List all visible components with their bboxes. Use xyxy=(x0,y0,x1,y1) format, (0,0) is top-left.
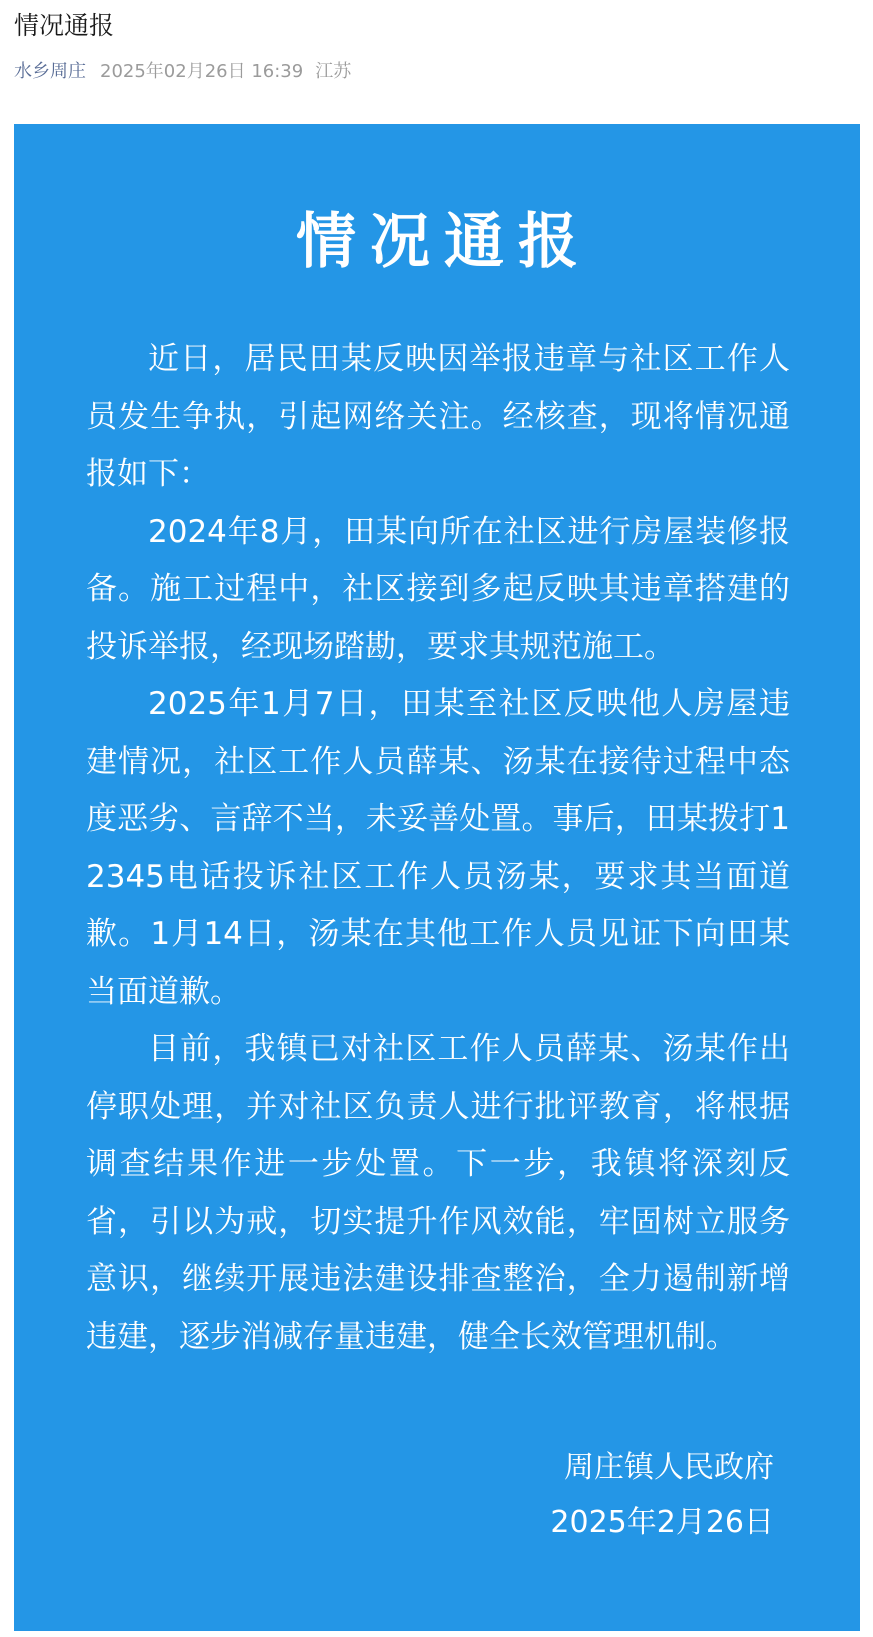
publish-time: 2025年02月26日 16:39 xyxy=(100,61,304,82)
article-title: 情况通报 xyxy=(14,11,115,40)
account-name-link[interactable]: 水乡周庄 xyxy=(14,61,86,82)
notice-heading: 情况通报 xyxy=(296,207,592,277)
notice-signature xyxy=(550,1440,774,1550)
signature-date: 2025年2月26日 xyxy=(550,1505,774,1540)
notice-paragraph-2: 2024年8月，田某向所在社区进行房屋装修报备。施工过程中，社区接到多起反映其违章搭建的投诉举报，经现场踏勘，要求其规范施工。 xyxy=(86,513,790,665)
publish-location: 江苏 xyxy=(315,61,352,82)
signature-organization: 周庄镇人民政府 xyxy=(564,1450,774,1485)
notice-paragraph-3: 2025年1月7日，田某至社区反映他人房屋违建情况，社区工作人员薛某、汤某在接待过程中态度恶劣、言辞不当，未妥善处置。事后，田某拨打12345电话投诉社区工作人员汤某，要求其当面道歉。1月14日，汤某在其他工作人员见证下向田某当面道歉。 xyxy=(86,686,790,1010)
article-meta xyxy=(14,58,351,86)
notice-paragraph-1: 近日，居民田某反映因举报违章与社区工作人员发生争执，引起网络关注。经核查，现将情况通报如下： xyxy=(86,341,790,492)
notice-body xyxy=(86,331,790,1366)
notice-image xyxy=(14,124,860,1631)
notice-paragraph-4: 目前，我镇已对社区工作人员薛某、汤某作出停职处理，并对社区负责人进行批评教育，将根据调查结果作进一步处置。下一步，我镇将深刻反省，引以为戒，切实提升作风效能，牢固树立服务意识，继续开展违法建设排查整治，全力遏制新增违建，逐步消减存量违建，健全长效管理机制。 xyxy=(86,1031,790,1355)
